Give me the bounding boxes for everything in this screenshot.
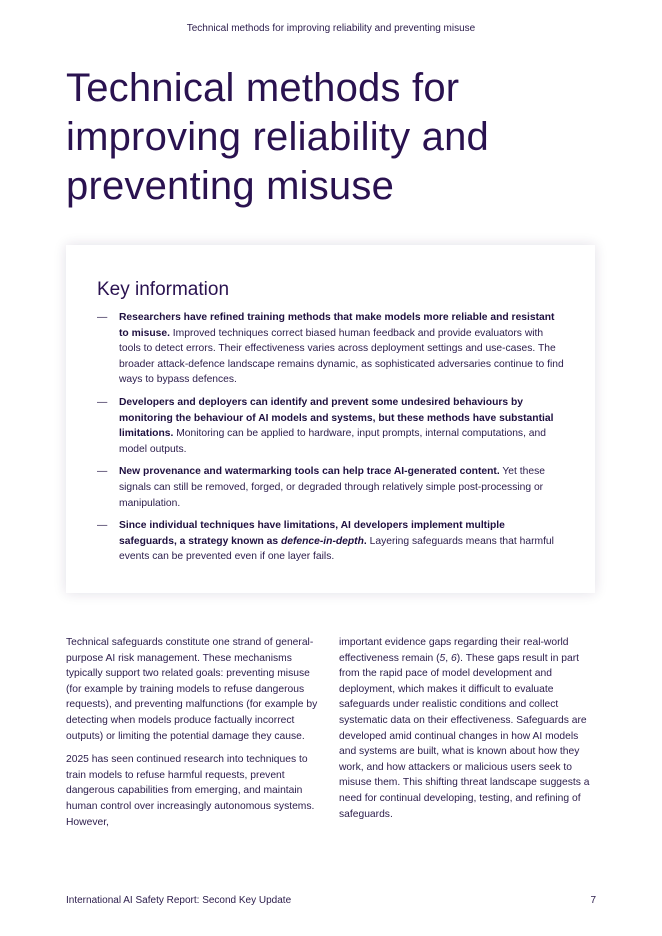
body-paragraph: 2025 has seen continued research into techniques to train models to refuse harmful requests, prevent dangerous capabilities from emerging, and maintain human control over increasingly autonomous systems. However, <box>66 754 315 828</box>
defence-in-depth-term: defence-in-depth <box>278 535 364 547</box>
running-header: Technical methods for improving reliability and preventing misuse <box>186 23 476 34</box>
footer-report-name: International AI Safety Report: Second Key Update <box>66 895 292 906</box>
key-point-lead: Developers and deployers can identify and prevent some undesired behaviours by monitoring the behaviour of AI models and systems, but these methods have substantial limitations. <box>119 396 554 440</box>
key-point-lead: New provenance and watermarking tools can help trace AI-generated content. <box>119 466 500 478</box>
reference-link[interactable]: 5 <box>439 652 446 664</box>
dash-bullet: — <box>97 312 108 323</box>
key-point-body: Layering safeguards means that harmful events can be prevented even if one layer fails. <box>119 535 554 563</box>
key-point <box>97 310 565 388</box>
right-column <box>339 635 597 830</box>
key-information-heading: Key information <box>97 279 230 300</box>
dash-bullet: — <box>97 466 108 478</box>
key-point <box>97 395 565 457</box>
key-point-lead: Researchers have refined training methods that make models more reliable and resistant to misuse. <box>119 312 555 339</box>
footer-page-number: 7 <box>590 895 596 906</box>
dash-bullet: — <box>97 520 108 532</box>
key-point-lead-end: . <box>363 535 367 547</box>
key-point-body: Improved techniques correct biased human feedback and provide evaluators with tools to detect errors. Their effectiveness varies across deployment settings and use-cases. The broader attack-defence landscape remains dynamic, as sophisticated adversaries continue to find ways to bypass defences. <box>119 327 564 386</box>
body-paragraph: Technical safeguards constitute one strand of general-purpose AI risk management. These mechanisms typically support two related goals: preventing misuse (for example by training models to refuse dangerous requests), and preventing malfunctions (for example by detecting when models produce factually incorrect outputs) or limiting the potential damage they cause. <box>66 637 318 742</box>
body-paragraph <box>339 635 597 822</box>
reference-link[interactable]: 6 <box>451 652 457 664</box>
left-column <box>66 635 328 838</box>
paragraph-text: important evidence gaps regarding their real-world effectiveness remain ( <box>339 637 569 664</box>
page-title: Technical methods for improving reliability and preventing misuse <box>66 66 489 208</box>
key-point-body: Yet these signals can still be removed, forged, or degraded through relatively simple post-processing or manipulation. <box>119 466 545 509</box>
dash-bullet: — <box>97 396 108 408</box>
key-information-box <box>66 245 595 593</box>
key-point-body: Monitoring can be applied to hardware, input prompts, internal computations, and model outputs. <box>119 428 546 455</box>
key-information-list <box>97 310 565 565</box>
key-point <box>97 464 565 511</box>
key-point <box>97 518 565 565</box>
paragraph-text: ). These gaps result in part from the rapid pace of model development and deployment, which makes it difficult to evaluate safeguards under realistic conditions and collect systematic data on their effectiveness. Safeguards are developed amid continual changes in how AI models and systems are built, what is known about how they work, and how attackers or malicious users seek to misuse them. This shifting threat landscape suggests a need for continual developing, testing, and refining of safeguards. <box>339 652 590 820</box>
reference-separator: , <box>445 652 452 664</box>
key-point-lead: Since individual techniques have limitations, AI developers implement multiple safeguards, a strategy known as <box>119 520 505 547</box>
